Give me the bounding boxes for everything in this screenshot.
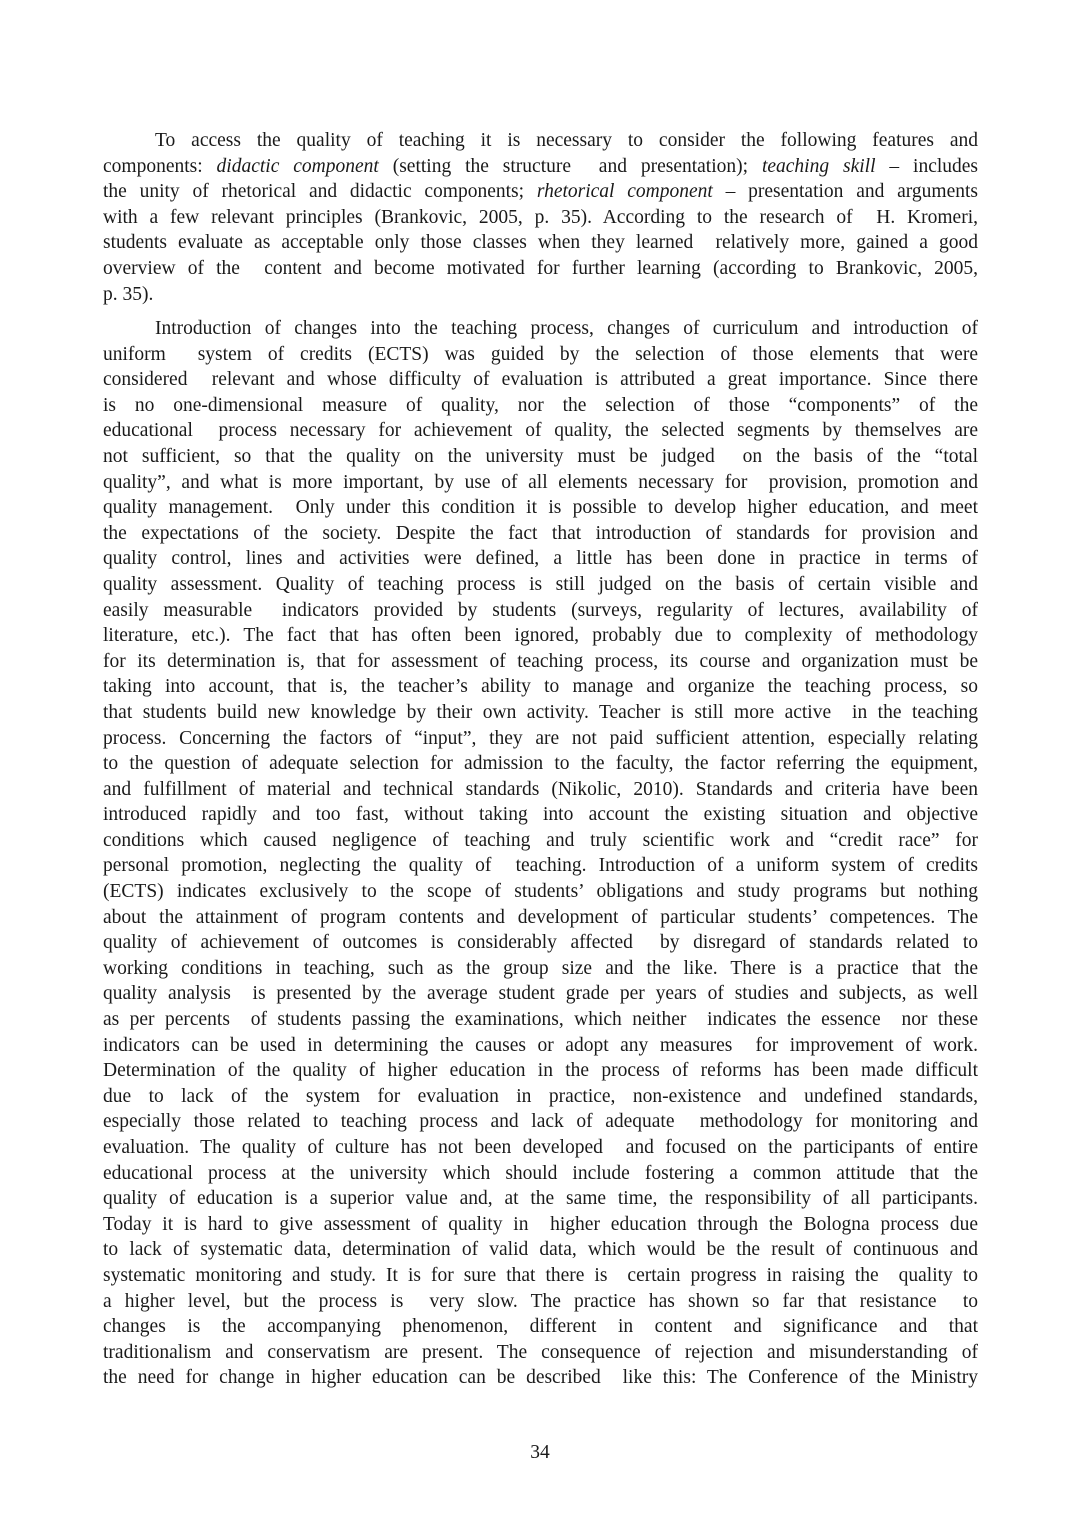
text-run: to the question of adequate selection for admission to the faculty, the factor referring the equipment,: [103, 753, 978, 775]
text-run: taking into account, that is, the teacher’s ability to manage and organize the teaching process, so: [103, 676, 978, 698]
text-run: educational process necessary for achievement of quality, the selected segments by themselves are: [103, 420, 978, 442]
text-run: overview of the content and become motivated for further learning (according to Brankovic, 2005,: [103, 257, 978, 279]
line-text: [103, 1340, 978, 1366]
text-run: working conditions in teaching, such as the group size and the like. There is a practice that the: [103, 957, 978, 979]
line-text: [103, 623, 978, 649]
text-run: indicators can be used in determining the causes or adopt any measures for improvement of work.: [103, 1034, 978, 1056]
text-run: (setting the structure and presentation);: [378, 155, 762, 177]
text-run: easily measurable indicators provided by students (surveys, regularity of lectures, availability of: [103, 599, 978, 621]
line-text: [103, 777, 978, 803]
text-line: [103, 802, 978, 828]
text-line: [103, 623, 978, 649]
text-line: [103, 495, 978, 521]
line-text: [103, 1212, 978, 1238]
text-run: educational process at the university which should include fostering a common attitude that the: [103, 1162, 978, 1184]
text-run: – includes: [875, 155, 979, 177]
text-run: especially those related to teaching process and lack of adequate methodology for monitoring and: [103, 1111, 978, 1133]
line-text: [103, 1033, 978, 1059]
text-line: [103, 1314, 978, 1340]
line-text: [103, 853, 978, 879]
line-text: [103, 1084, 978, 1110]
line-text: [103, 154, 978, 180]
text-run: To access the quality of teaching it is necessary to consider the following features and: [155, 130, 978, 151]
line-text: [103, 1161, 978, 1187]
text-line: [103, 1289, 978, 1315]
line-text: [103, 1186, 978, 1212]
line-text: [103, 470, 978, 496]
text-run: the expectations of the society. Despite the fact that introduction of standards for provision and: [103, 522, 978, 544]
line-text: [103, 256, 978, 282]
text-line: [103, 751, 978, 777]
text-run: literature, etc.). The fact that has often been ignored, probably due to complexity of methodology: [103, 625, 978, 647]
text-line: [103, 956, 978, 982]
text-run: quality of achievement of outcomes is considerably affected by disregard of standards related to: [103, 932, 978, 954]
line-text: [103, 546, 978, 572]
paragraph-2: [103, 316, 978, 1391]
line-text: [103, 649, 978, 675]
text-line: [103, 1186, 978, 1212]
line-text: [103, 367, 978, 393]
text-line: [103, 179, 978, 205]
text-line: [103, 1365, 978, 1391]
italic-term: rhetorical component: [536, 181, 713, 203]
line-text: [103, 674, 978, 700]
text-run: a higher level, but the process is very slow. The practice has shown so far that resistance to: [103, 1290, 978, 1312]
line-text: [103, 726, 978, 752]
text-line: [103, 649, 978, 675]
text-run: considered relevant and whose difficulty of evaluation is attributed a great importance. Since there: [103, 369, 978, 391]
text-run: quality”, and what is more important, by use of all elements necessary for provision, promotion and: [103, 471, 978, 493]
text-line: [103, 674, 978, 700]
paragraph-1: [103, 128, 978, 307]
text-run: changes is the accompanying phenomenon, different in content and significance and that: [103, 1316, 978, 1338]
line-text: [103, 956, 978, 982]
line-text: [103, 282, 153, 308]
line-text: [155, 128, 978, 154]
text-run: as per percents of students passing the examinations, which neither indicates the essence nor these: [103, 1009, 978, 1031]
text-run: that students build new knowledge by their own activity. Teacher is still more active in the teaching: [103, 701, 978, 723]
text-run: Determination of the quality of higher education in the process of reforms has been made difficult: [103, 1060, 978, 1082]
text-run: quality assessment. Quality of teaching process is still judged on the basis of certain visible and: [103, 573, 978, 595]
text-line: [103, 444, 978, 470]
text-line: [103, 1340, 978, 1366]
text-line: [103, 205, 978, 231]
line-text: [103, 802, 978, 828]
text-run: quality management. Only under this condition it is possible to develop higher education, and meet: [103, 497, 978, 519]
text-run: students evaluate as acceptable only those classes when they learned relatively more, gained a good: [103, 232, 978, 254]
line-text: [103, 930, 978, 956]
line-text: [103, 393, 978, 419]
text-run: about the attainment of program contents and development of particular students’ competences. The: [103, 906, 978, 928]
text-line: [103, 598, 978, 624]
line-text: [103, 1007, 978, 1033]
text-line: [103, 282, 978, 308]
text-run: Today it is hard to give assessment of quality in higher education through the Bologna process due: [103, 1213, 978, 1235]
text-line: [103, 700, 978, 726]
text-run: conditions which caused negligence of teaching and truly scientific work and “credit race” for: [103, 829, 978, 851]
line-text: [103, 1365, 978, 1391]
text-run: p. 35).: [103, 283, 154, 305]
text-line: [103, 154, 978, 180]
text-line: [103, 879, 978, 905]
text-run: components:: [103, 155, 217, 177]
italic-term: teaching skill: [761, 155, 876, 177]
text-line: [103, 828, 978, 854]
text-line: [103, 128, 978, 154]
text-run: for its determination is, that for assessment of teaching process, its course and organization must be: [103, 650, 978, 672]
text-run: and fulfillment of material and technical standards (Nikolic, 2010). Standards and criteria have been: [103, 778, 978, 800]
text-line: [103, 342, 978, 368]
line-text: [103, 879, 978, 905]
text-run: to lack of systematic data, determination of valid data, which would be the result of continuous and: [103, 1239, 978, 1261]
line-text: [103, 700, 978, 726]
line-text: [103, 179, 978, 205]
text-run: quality analysis is presented by the average student grade per years of studies and subjects, as well: [103, 983, 978, 1005]
text-run: the need for change in higher education can be described like this: The Conference of the Ministry: [103, 1367, 978, 1389]
line-text: [103, 1058, 978, 1084]
text-line: [103, 1135, 978, 1161]
line-text: [103, 981, 978, 1007]
text-run: Introduction of changes into the teaching process, changes of curriculum and introduction of: [155, 318, 978, 339]
page-number: 34: [530, 1442, 550, 1463]
text-run: the unity of rhetorical and didactic components;: [103, 181, 537, 203]
text-run: uniform system of credits (ECTS) was guided by the selection of those elements that were: [103, 343, 978, 365]
line-text: [103, 342, 978, 368]
line-text: [103, 521, 978, 547]
text-run: – presentation and arguments: [712, 181, 978, 203]
text-line: [103, 521, 978, 547]
text-line: [103, 1109, 978, 1135]
line-text: [103, 598, 978, 624]
line-text: [103, 1109, 978, 1135]
line-text: [103, 1289, 978, 1315]
line-text: [103, 230, 978, 256]
text-run: evaluation. The quality of culture has not been developed and focused on the participants of entire: [103, 1137, 978, 1158]
text-line: [103, 1237, 978, 1263]
text-line: [103, 470, 978, 496]
text-line: [103, 853, 978, 879]
text-run: personal promotion, neglecting the quality of teaching. Introduction of a uniform system of credits: [103, 855, 978, 877]
text-line: [103, 1007, 978, 1033]
text-line: [103, 1058, 978, 1084]
line-text: [103, 1314, 978, 1340]
text-line: [103, 367, 978, 393]
line-text: [103, 205, 978, 231]
text-run: with a few relevant principles (Brankovic, 2005, p. 35). According to the research of H. Kromeri,: [103, 206, 978, 228]
line-text: [103, 1263, 978, 1289]
text-line: [103, 418, 978, 444]
text-line: [103, 1212, 978, 1238]
line-text: [103, 1135, 978, 1161]
line-text: [103, 418, 978, 444]
text-run: quality of education is a superior value and, at the same time, the responsibility of all participants.: [103, 1188, 978, 1210]
text-line: [103, 1033, 978, 1059]
line-text: [103, 572, 978, 598]
text-run: quality control, lines and activities were defined, a little has been done in practice in terms of: [103, 548, 978, 570]
line-text: [103, 751, 978, 777]
italic-term: didactic component: [216, 155, 379, 177]
text-run: (ECTS) indicates exclusively to the scope of students’ obligations and study programs but nothing: [103, 881, 978, 903]
text-run: due to lack of the system for evaluation in practice, non-existence and undefined standards,: [103, 1085, 978, 1107]
text-line: [103, 256, 978, 282]
text-run: not sufficient, so that the quality on the university must be judged on the basis of the “total: [103, 445, 978, 467]
line-text: [103, 444, 978, 470]
text-line: [103, 726, 978, 752]
line-text: [103, 828, 978, 854]
text-run: introduced rapidly and too fast, without taking into account the existing situation and objective: [103, 804, 978, 826]
text-line: [103, 230, 978, 256]
text-run: process. Concerning the factors of “input”, they are not paid sufficient attention, especially relating: [103, 727, 978, 749]
text-run: traditionalism and conservatism are present. The consequence of rejection and misunderstanding of: [103, 1341, 978, 1363]
line-text: [155, 316, 978, 342]
line-text: [103, 495, 978, 521]
text-run: systematic monitoring and study. It is for sure that there is certain progress in raising the quality to: [103, 1264, 978, 1286]
line-text: [103, 905, 978, 931]
text-line: [103, 1161, 978, 1187]
text-line: [103, 777, 978, 803]
text-line: [103, 1084, 978, 1110]
text-line: [103, 393, 978, 419]
text-line: [103, 905, 978, 931]
text-line: [103, 316, 978, 342]
text-line: [103, 572, 978, 598]
text-line: [103, 930, 978, 956]
text-line: [103, 546, 978, 572]
text-line: [103, 981, 978, 1007]
text-line: [103, 1263, 978, 1289]
text-run: is no one-dimensional measure of quality, nor the selection of those “components” of the: [103, 394, 978, 416]
line-text: [103, 1237, 978, 1263]
